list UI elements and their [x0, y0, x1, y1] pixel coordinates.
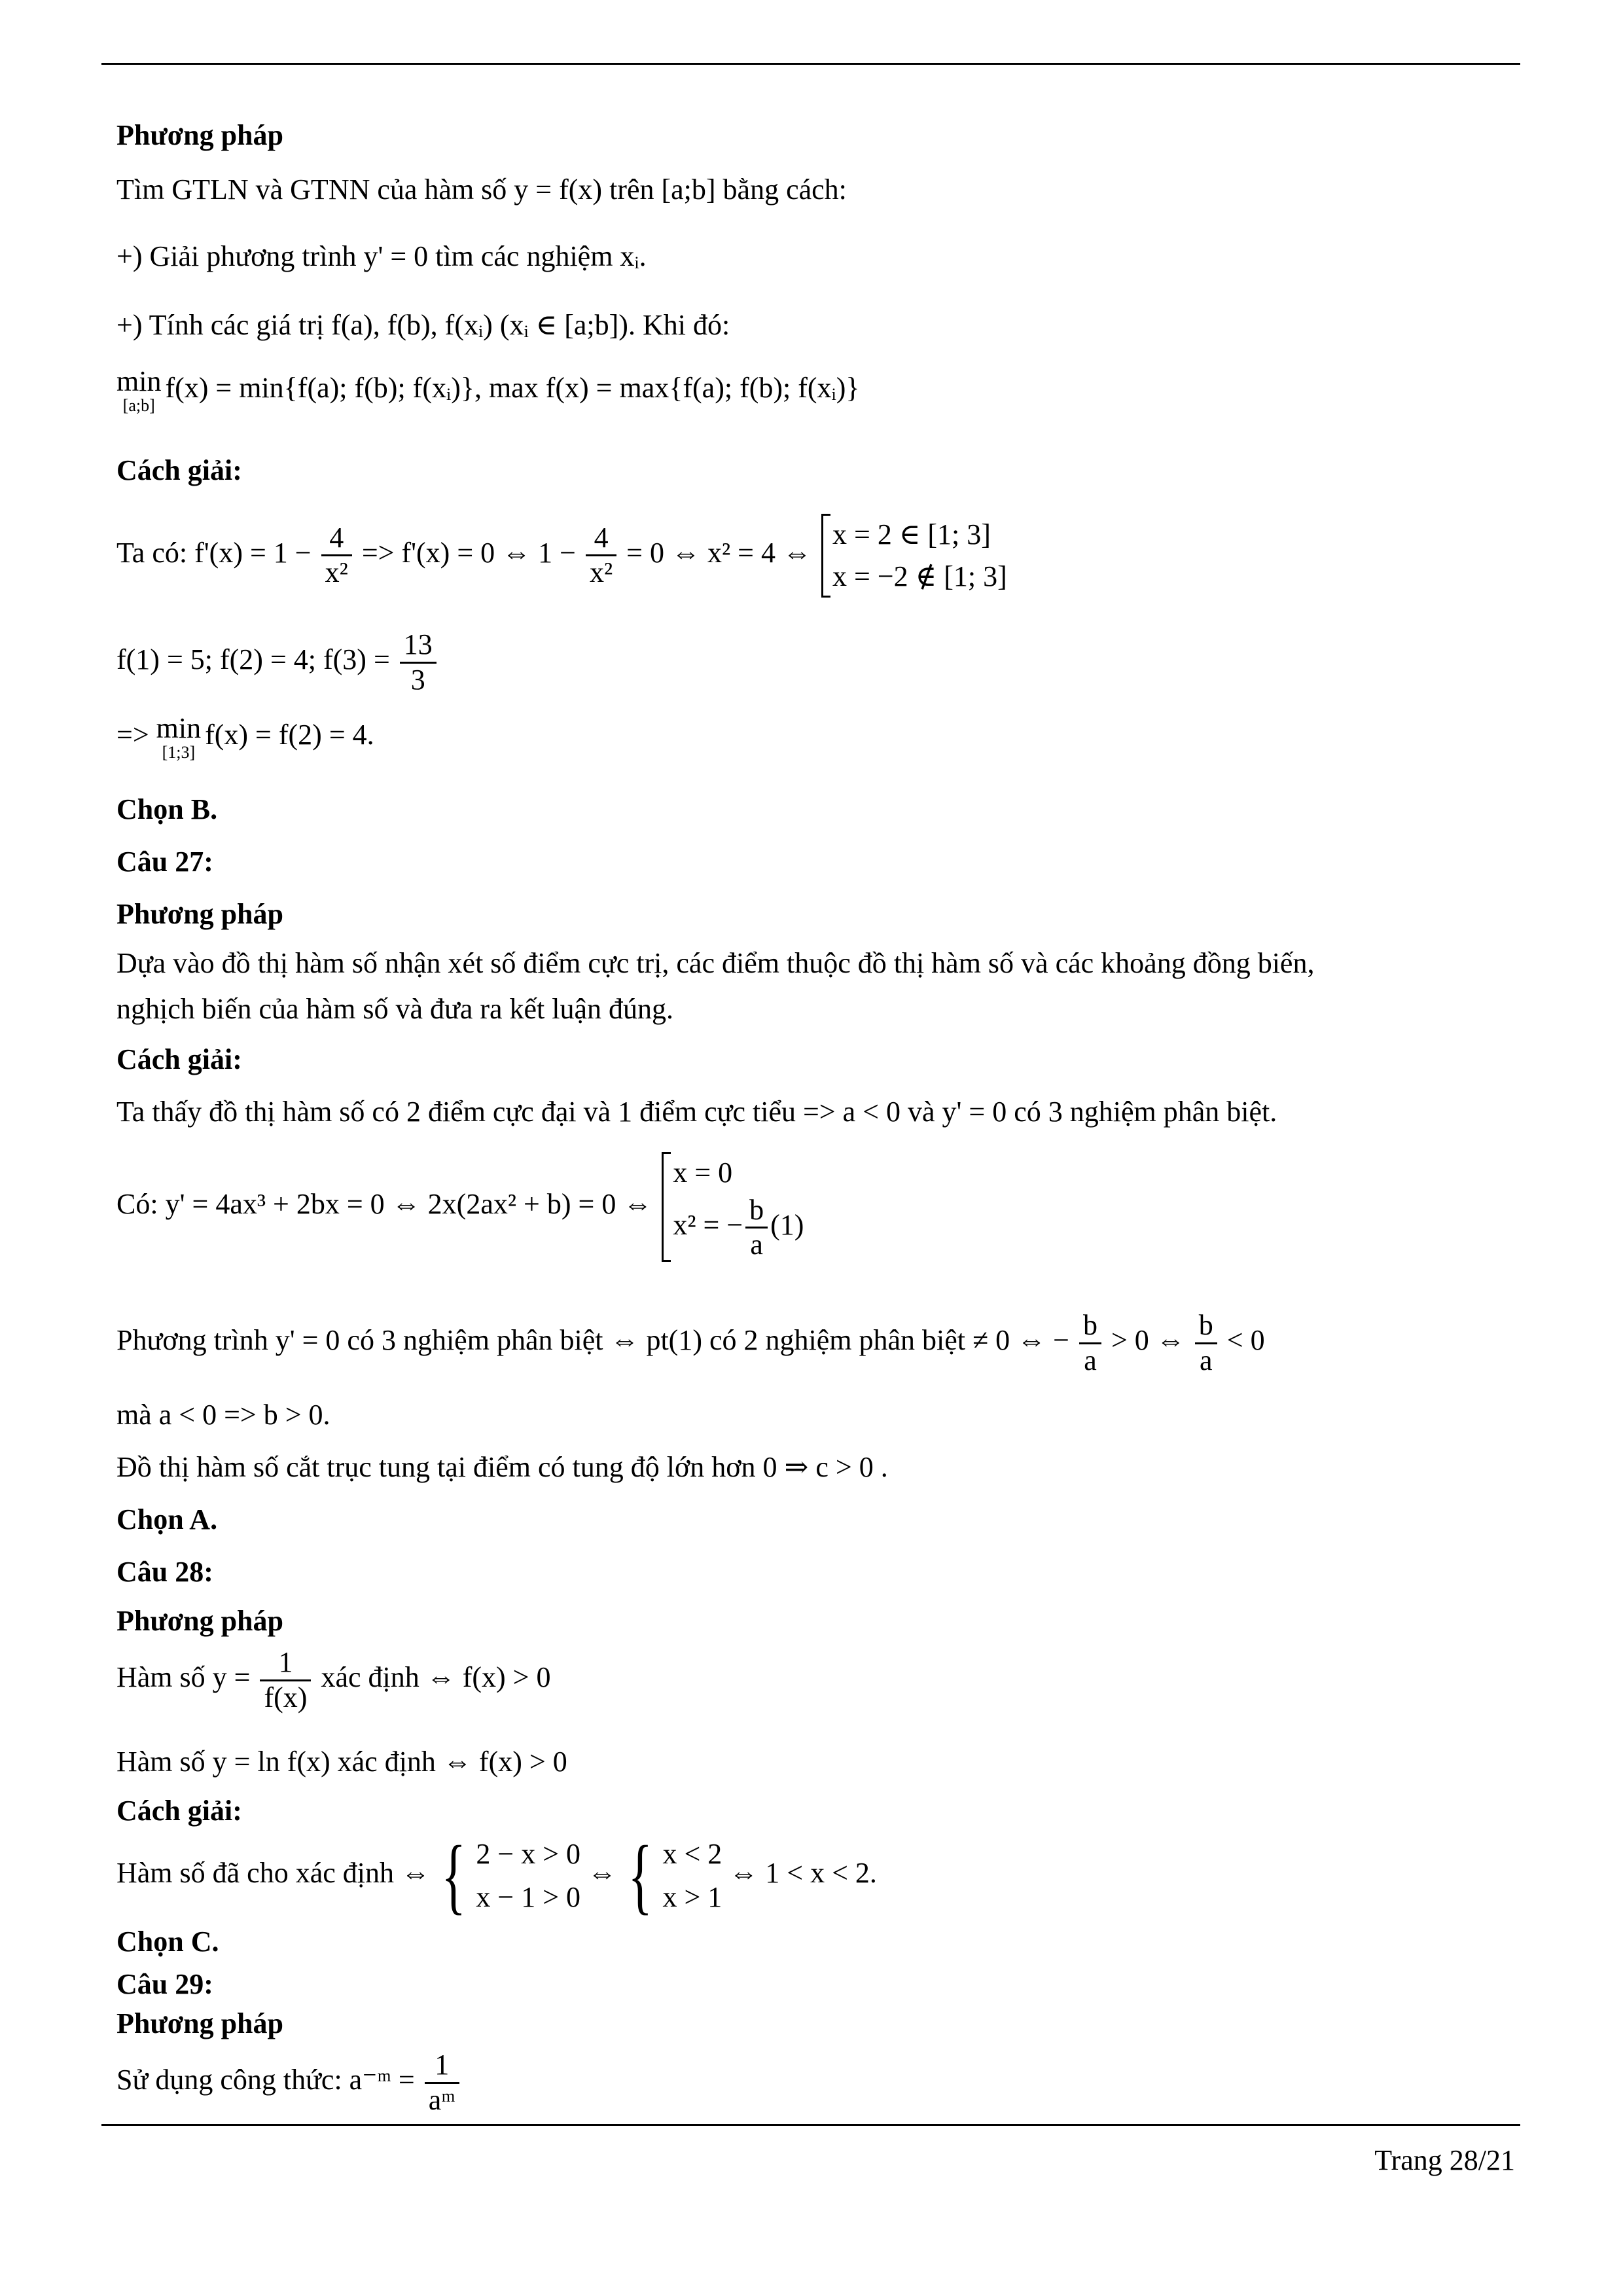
- heading-phuong-phap: Phương pháp: [116, 1605, 283, 1637]
- formula-system: Hàm số đã cho xác định ⇔ { 2 − x > 0 x − 1 > 0 ⇔ { x < 2 x > 1 ⇔ 1 < x < 2.: [116, 1829, 877, 1923]
- heading-cach-giai: Cách giải:: [116, 454, 242, 486]
- min-operator: min [1;3]: [156, 712, 202, 762]
- fraction: $\frac{4}{\text{x²}}$: [321, 522, 352, 590]
- formula-min-max: min [a;b] f(x) = min{f(a); f(b); f(xᵢ)}, max f(x) = max{f(a); f(b); f(xᵢ)}: [116, 365, 860, 416]
- text-line: +) Tính các giá trị f(a), f(b), f(xᵢ) (xᵢ ∈ [a;b]). Khi đó:: [116, 309, 730, 341]
- fraction: $\frac{b}{a}$: [1195, 1309, 1217, 1377]
- heading-cach-giai: Cách giải:: [116, 1043, 242, 1075]
- fraction: $\frac{4}{\text{x²}}$: [586, 522, 616, 590]
- answer-choice: Chọn A.: [116, 1503, 218, 1535]
- text-line: mà a < 0 => b > 0.: [116, 1399, 330, 1431]
- question-heading: Câu 28:: [116, 1556, 213, 1588]
- formula-derivative-27: Có: y' = 4ax³ + 2bx = 0 ⇔ 2x(2ax² + b) = 0 ⇔ x = 0 x² = − $\frac{b}{a}$ (1): [116, 1152, 804, 1262]
- min-operator: min [a;b]: [116, 365, 162, 416]
- heading-phuong-phap: Phương pháp: [116, 2007, 283, 2039]
- formula-domain-1: Hàm số y = $\frac{1}{f(x)}$ xác định ⇔ f(x) > 0: [116, 1646, 551, 1713]
- formula-values: f(1) = 5; f(2) = 4; f(3) = $\frac{13}{3}$: [116, 628, 439, 696]
- case-bracket: x = 2 ∈ [1; 3] x = −2 ∉ [1; 3]: [821, 514, 1007, 598]
- heading-cach-giai: Cách giải:: [116, 1795, 242, 1827]
- fraction: $\frac{1}{f(x)}$: [260, 1646, 311, 1714]
- fraction: $\frac{b}{a}$: [1079, 1309, 1101, 1377]
- page-number: Trang 28/21: [1374, 2144, 1515, 2176]
- question-heading: Câu 27:: [116, 846, 213, 878]
- text-line: +) Giải phương trình y' = 0 tìm các nghiệm xᵢ.: [116, 240, 647, 272]
- system: 2 − x > 0 x − 1 > 0: [476, 1838, 581, 1913]
- system: x < 2 x > 1: [662, 1838, 722, 1913]
- question-heading: Câu 29:: [116, 1968, 213, 2000]
- footer-rule: [101, 2124, 1520, 2126]
- fraction: $\frac{b}{a}$: [745, 1194, 768, 1262]
- answer-choice: Chọn B.: [116, 793, 218, 825]
- heading-phuong-phap: Phương pháp: [116, 898, 283, 930]
- text-line: Dựa vào đồ thị hàm số nhận xét số điểm cực trị, các điểm thuộc đồ thị hàm số và các khoảng đồng biến,: [116, 947, 1315, 979]
- brace-icon: {: [441, 1829, 466, 1923]
- formula-power: Sử dụng công thức: a⁻ᵐ = $\frac{1}{\text{aᵐ}}$: [116, 2049, 462, 2117]
- fraction: $\frac{1}{\text{aᵐ}}$: [425, 2049, 459, 2117]
- fraction: $\frac{13}{3}$: [400, 628, 437, 696]
- text-line: Tìm GTLN và GTNN của hàm số y = f(x) trên [a;b] bằng cách:: [116, 173, 847, 206]
- formula-result: => min [1;3] f(x) = f(2) = 4.: [116, 712, 374, 762]
- header-rule: [101, 63, 1520, 65]
- formula-condition: Phương trình y' = 0 có 3 nghiệm phân biệt ⇔ pt(1) có 2 nghiệm phân biệt ≠ 0 ⇔ − $\frac{b}{a}$ > 0 ⇔ $\frac{b}{a}$ < 0: [116, 1309, 1265, 1376]
- formula-derivative: Ta có: f'(x) = 1 − $\frac{4}{\text{x²}}$ => f'(x) = 0 ⇔ 1 − $\frac{4}{\text{x²}}$ = 0 ⇔ x² = 4 ⇔ x = 2 ∈ [1; 3] x = −2 ∉ [1; 3]: [116, 514, 1007, 598]
- text-line: nghịch biến của hàm số và đưa ra kết luận đúng.: [116, 993, 674, 1025]
- text-line: Hàm số y = ln f(x) xác định ⇔ f(x) > 0: [116, 1746, 567, 1778]
- heading-phuong-phap: Phương pháp: [116, 119, 283, 151]
- text-line: Ta thấy đồ thị hàm số có 2 điểm cực đại và 1 điểm cực tiểu => a < 0 và y' = 0 có 3 nghiệm phân biệt.: [116, 1096, 1277, 1128]
- text-line: Đồ thị hàm số cắt trục tung tại điểm có tung độ lớn hơn 0 ⇒ c > 0 .: [116, 1451, 888, 1483]
- brace-icon: {: [628, 1829, 652, 1923]
- answer-choice: Chọn C.: [116, 1926, 219, 1958]
- case-bracket: x = 0 x² = − $\frac{b}{a}$ (1): [662, 1152, 804, 1262]
